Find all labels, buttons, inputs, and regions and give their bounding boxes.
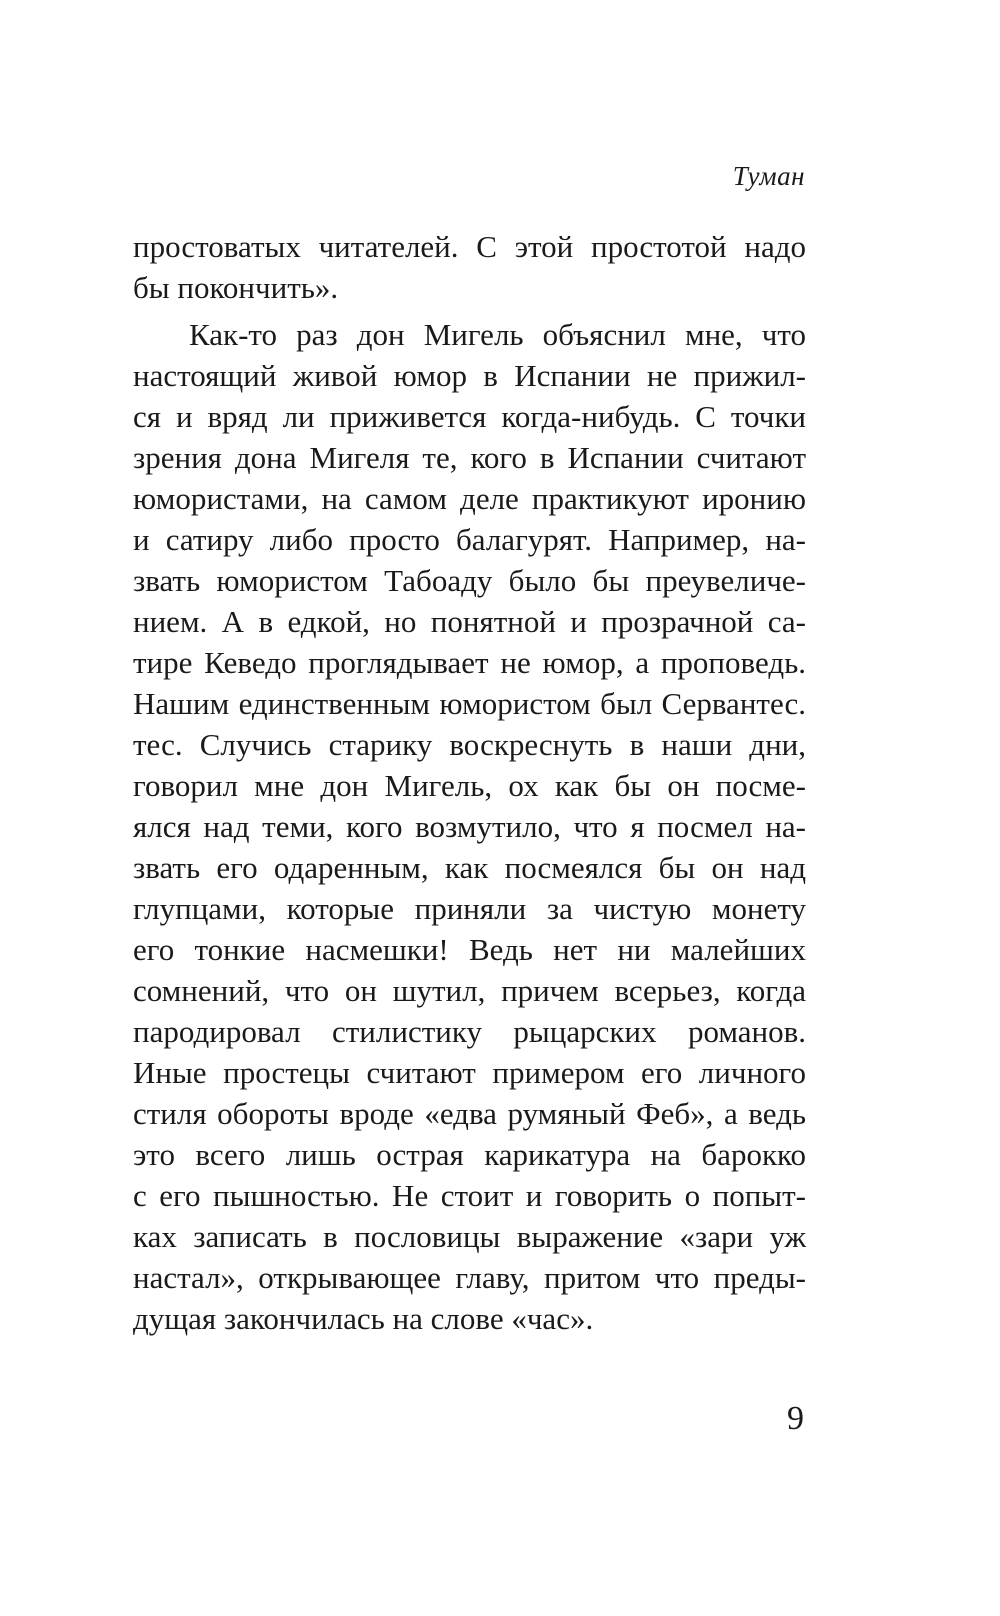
text-line: с его пышностью. Не стоит и говорить о попыт- xyxy=(133,1178,806,1213)
text-line: бы покончить». xyxy=(133,270,339,305)
text-line: его тонкие насмешки! Ведь нет ни малейших xyxy=(133,932,806,967)
text-line: звать его одаренным, как посмеялся бы он над xyxy=(133,850,806,885)
text-line: тес. Случись старику воскреснуть в наши дни, xyxy=(133,727,806,762)
text-line: простоватых читателей. С этой простотой надо xyxy=(133,229,806,264)
text-line: и сатиру либо просто балагурят. Например, на- xyxy=(133,522,806,557)
text-line: говорил мне дон Мигель, ох как бы он посме- xyxy=(133,768,806,803)
text-line: настоящий живой юмор в Испании не прижил- xyxy=(133,358,806,393)
text-line: дущая закончилась на слове «час». xyxy=(133,1301,594,1336)
text-line: ся и вряд ли приживется когда-нибудь. С точки xyxy=(133,399,806,434)
text-line: Иные простецы считают примером его личного xyxy=(133,1055,806,1090)
text-line: звать юмористом Табоаду было бы преувеличе- xyxy=(133,563,806,598)
page-number: 9 xyxy=(787,1400,804,1437)
text-line: юмористами, на самом деле практикуют иронию xyxy=(133,481,806,516)
text-line: нием. А в едкой, но понятной и прозрачной са- xyxy=(133,604,806,639)
text-line: настал», открывающее главу, притом что преды- xyxy=(133,1260,806,1295)
text-line: Как-то раз дон Мигель объяснил мне, что xyxy=(189,317,806,352)
text-line: ялся над теми, кого возмутило, что я посмел на- xyxy=(133,809,806,844)
text-line: Нашим единственным юмористом был Сервантес. xyxy=(133,686,806,721)
text-line: глупцами, которые приняли за чистую монету xyxy=(133,891,806,926)
text-line: это всего лишь острая карикатура на барокко xyxy=(133,1137,806,1172)
text-line: ках записать в пословицы выражение «зари уж xyxy=(133,1219,806,1254)
text-line: стиля обороты вроде «едва румяный Феб», а ведь xyxy=(133,1096,806,1131)
text-line: сомнений, что он шутил, причем всерьез, когда xyxy=(133,973,806,1008)
text-line: зрения дона Мигеля те, кого в Испании считают xyxy=(133,440,806,475)
body-text xyxy=(133,226,806,1339)
text-line: пародировал стилистику рыцарских романов. xyxy=(133,1014,806,1049)
text-line: тире Кеведо проглядывает не юмор, а проповедь. xyxy=(133,645,806,680)
running-head: Туман xyxy=(732,161,805,191)
